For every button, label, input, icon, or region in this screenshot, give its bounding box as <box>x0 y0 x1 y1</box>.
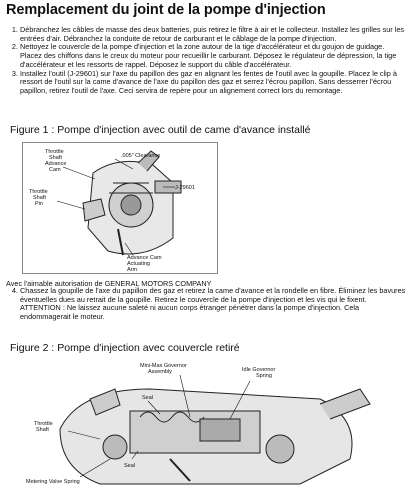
injection-pump-with-tool-drawing <box>23 143 217 273</box>
label-min-max-governor-2: Assembly <box>148 369 172 375</box>
label-min-max-governor-1: Mini-Max Governor <box>140 363 187 369</box>
label-throttle-shaft-2: Shaft <box>36 427 49 433</box>
label-tool-j29601: J-29601 <box>175 185 195 191</box>
injection-pump-cover-removed-drawing <box>20 359 400 487</box>
steps-list-part2 <box>8 287 406 322</box>
label-metering-valve-spring: Metering Valve Spring <box>26 479 80 485</box>
figure-2-caption: Figure 2 : Pompe d'injection avec couvercle retiré <box>10 342 240 354</box>
figure-1-caption: Figure 1 : Pompe d'injection avec outil de came d'avance installé <box>10 124 311 136</box>
label-throttle-shaft-advance-cam-1: Throttle <box>45 149 64 155</box>
label-throttle-shaft-advance-cam-3: Advance <box>45 161 67 167</box>
attention-note: ATTENTION : Ne laissez aucune saleté ni aucun corps étranger pénétrer dans la pompe d'injection. Cela endommagerait le moteur. <box>20 303 360 322</box>
label-idle-governor-1: Idle Governor <box>242 367 276 373</box>
label-throttle-shaft-advance-cam-4: Cam <box>49 167 61 173</box>
label-advance-cam-1: Advance Cam <box>127 255 162 261</box>
label-advance-cam-2: Actuating <box>127 261 150 267</box>
label-seal-bottom: Seal <box>124 463 136 469</box>
figure-2-illustration <box>20 359 400 487</box>
label-seal-top: Seal <box>142 395 154 401</box>
label-clearance: .005" Clearance <box>121 153 161 159</box>
label-throttle-shaft-advance-cam-2: Shaft <box>49 155 62 161</box>
credit-line: Avec l'aimable autorisation de GENERAL MOTORS COMPANY <box>6 279 212 288</box>
label-throttle-shaft-pin-2: Shaft <box>33 195 46 201</box>
step-1: 1. Débranchez les câbles de masse des deux batteries, puis retirez le filtre à air et le collecteur. Installez les grilles sur les entrées d'air. Débranchez la conduite de retour de carburant et le câblage de la pompe d'injection. <box>20 26 406 43</box>
label-idle-governor-2: Spring <box>256 373 272 379</box>
label-throttle-shaft-pin-1: Throttle <box>29 189 48 195</box>
step-3: 3. Installez l'outil (J-29601) sur l'axe du papillon des gaz en alignant les fentes de l'outil avec la goupille. Placez le clip à ressort de l'outil sur la came d'avance de l'axe du papillon des gaz et serrez l'écrou papillon. Sans desserrer l'écrou papillon, retirez l'outil de l'axe. Ceci servira de repère pour un alignement correct lors du remontage. <box>20 70 406 96</box>
label-throttle-shaft-1: Throttle <box>34 421 53 427</box>
label-throttle-shaft-pin-3: Pin <box>35 201 43 207</box>
steps-list-part1 <box>8 26 406 96</box>
page-title: Remplacement du joint de la pompe d'injection <box>6 2 326 18</box>
step-2: 2. Nettoyez le couvercle de la pompe d'injection et la zone autour de la tige d'accélérateur et du goujon de guidage. Placez des chiffons dans le creux du moteur pour recueillir le carburant. Déposez le régulateur de dépression, la tige d'accélérateur et les ressorts de rappel. Déposez le support du câble d'accélérateur. <box>20 43 406 69</box>
step-4: 4. Chassez la goupille de l'axe du papillon des gaz et retirez la came d'avance et la rondelle en fibre. Éliminez les bavures éventuelles dues au retrait de la goupille. Retirez le couvercle de la pompe d'injection et les vis qui le fixent. <box>20 287 406 304</box>
figure-1-illustration <box>22 142 218 274</box>
label-advance-cam-3: Arm <box>127 267 138 273</box>
